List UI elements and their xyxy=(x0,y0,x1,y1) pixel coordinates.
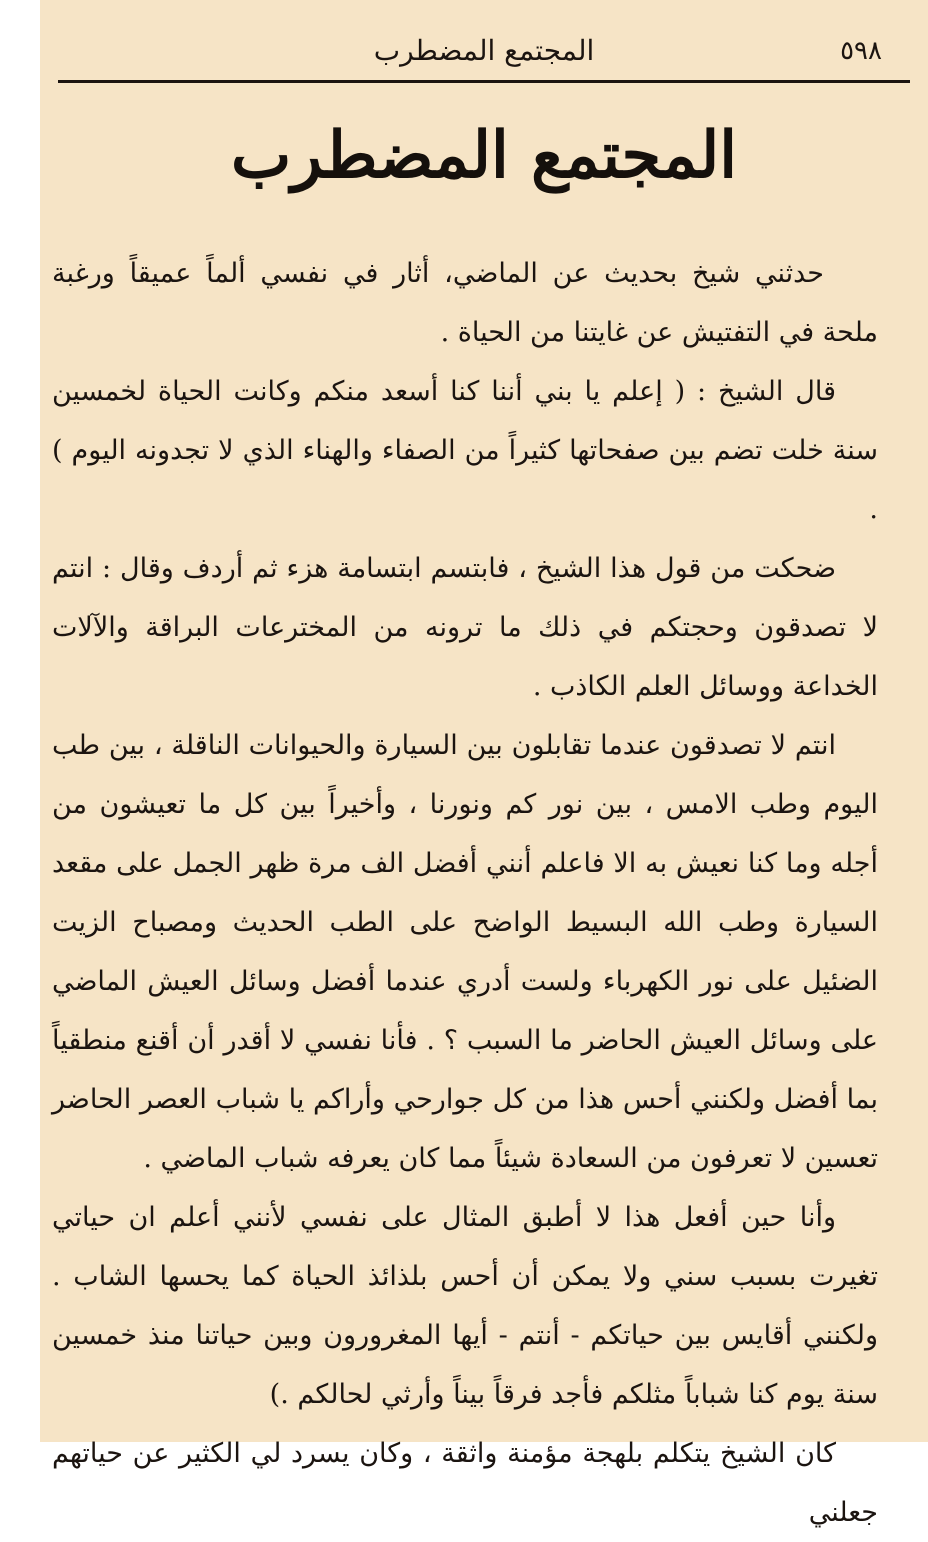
paragraph: حدثني شيخ بحديث عن الماضي، أثار في نفسي ألماً عميقاً ورغبة ملحة في التفتيش عن غايتنا من الحياة . xyxy=(52,258,878,348)
paragraph: كان الشيخ يتكلم بلهجة مؤمنة واثقة ، وكان يسرد لي الكثير عن حياتهم جعلني xyxy=(52,1438,878,1528)
header-rule xyxy=(58,80,910,83)
chapter-title: المجتمع المضطرب xyxy=(230,118,738,193)
page-header xyxy=(58,22,910,82)
book-page xyxy=(40,0,928,1528)
body-text xyxy=(52,244,878,1542)
paragraph: ضحكت من قول هذا الشيخ ، فابتسم ابتسامة هزء ثم أردف وقال : انتم لا تصدقون وحجتكم في ذلك ما ترونه من المخترعات البراقة والآلات الخداعة ووسائل العلم الكاذب . xyxy=(52,553,878,702)
paragraph: وأنا حين أفعل هذا لا أطبق المثال على نفسي لأنني أعلم ان حياتي تغيرت بسبب سني ولا يمكن أن أحس بلذائذ الحياة كما يحسها الشاب . ولكنني أقايس بين حياتكم - أنتم - أيها المغرورون وبين حياتنا منذ خمسين سنة يوم كنا شباباً مثلكم فأجد فرقاً بيناً وأرثي لحالكم .) xyxy=(52,1202,878,1410)
paragraph: قال الشيخ : ( إعلم يا بني أننا كنا أسعد منكم وكانت الحياة لخمسين سنة خلت تضم بين صفحاتها كثيراً من الصفاء والهناء الذي لا تجدونه اليوم ) . xyxy=(52,376,878,525)
running-head: المجتمع المضطرب xyxy=(373,34,595,67)
paragraph: انتم لا تصدقون عندما تقابلون بين السيارة والحيوانات الناقلة ، بين طب اليوم وطب الامس ، بين نور كم ونورنا ، وأخيراً بين كل ما تعيشون من أجله وما كنا نعيش به الا فاعلم أنني أفضل الف مرة ظهر الجمل على مقعد السيارة وطب الله البسيط الواضح على الطب الحديث ومصباح الزيت الضئيل على نور الكهرباء ولست أدري عندما أفضل وسائل العيش الماضي على وسائل العيش الحاضر ما السبب ؟ . فأنا نفسي لا أقدر أن أقنع منطقياً بما أفضل ولكنني أحس هذا من كل جوارحي وأراكم يا شباب العصر الحاضر تعسين لا تعرفون من السعادة شيئاً مما كان يعرفه شباب الماضي . xyxy=(52,730,878,1174)
page-number: ٥٩٨ xyxy=(840,36,882,66)
